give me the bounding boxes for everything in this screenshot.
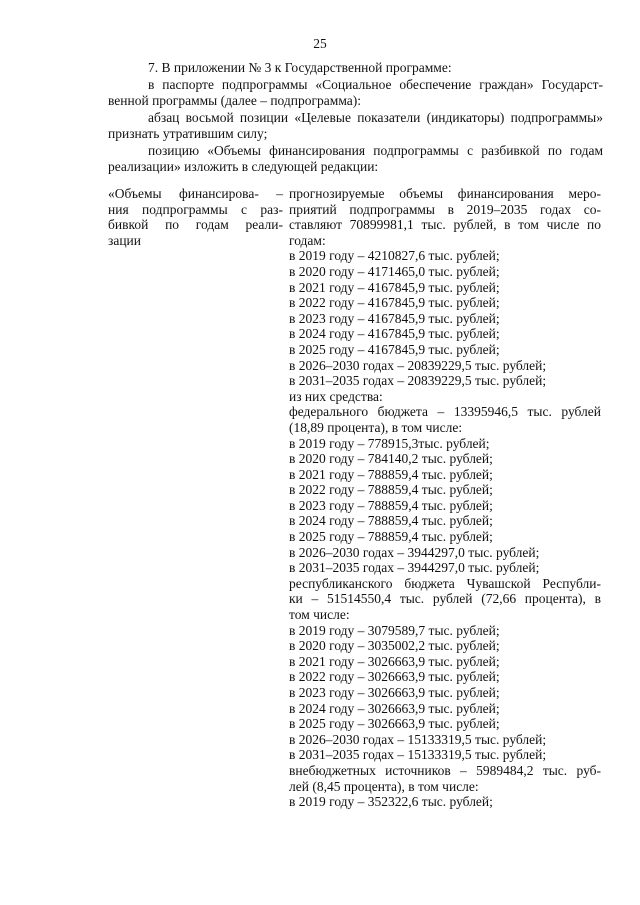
right-col-line: в 2026–2030 годах – 20839229,5 тыс. рублей; <box>289 357 547 373</box>
right-col-line: в 2020 году – 4171465,0 тыс. рублей; <box>289 263 500 279</box>
intro-line: венной программы (далее – подпрограмма): <box>108 93 362 108</box>
intro-paragraph <box>108 60 603 176</box>
right-col-line: том числе: <box>289 607 350 623</box>
right-col-line: в 2022 году – 4167845,9 тыс. рублей; <box>289 295 500 311</box>
right-col-line: лей (8,45 процента), в том числе: <box>289 778 479 794</box>
left-col-line: зации <box>108 232 141 248</box>
table-right-column <box>289 186 601 810</box>
right-col-line: в 2020 году – 3035002,2 тыс. рублей; <box>289 638 500 654</box>
right-col-line: в 2022 году – 3026663,9 тыс. рублей; <box>289 669 500 685</box>
intro-line: позицию «Объемы финансирования подпрограммы с разбивкой по годам <box>148 142 603 158</box>
right-col-line: в 2019 году – 778915,3тыс. рублей; <box>289 435 490 451</box>
right-col-line: в 2023 году – 788859,4 тыс. рублей; <box>289 497 493 513</box>
right-col-line: приятий подпрограммы в 2019–2035 годах со- <box>289 201 601 217</box>
right-col-line: в 2022 году – 788859,4 тыс. рублей; <box>289 482 493 498</box>
right-col-line: в 2023 году – 3026663,9 тыс. рублей; <box>289 685 500 700</box>
right-col-line: ки – 51514550,4 тыс. рублей (72,66 процента), в <box>289 591 601 607</box>
table-left-column <box>108 186 283 248</box>
right-col-line: в 2026–2030 годах – 15133319,5 тыс. рублей; <box>289 731 547 747</box>
right-col-line: в 2031–2035 годах – 15133319,5 тыс. рублей; <box>289 747 547 763</box>
right-col-line: в 2031–2035 годах – 20839229,5 тыс. рублей; <box>289 373 547 389</box>
right-col-line: в 2020 году – 784140,2 тыс. рублей; <box>289 451 493 467</box>
right-col-line: в 2023 году – 4167845,9 тыс. рублей; <box>289 310 500 326</box>
right-col-line: в 2026–2030 годах – 3944297,0 тыс. рублей; <box>289 544 540 560</box>
right-col-line: внебюджетных источников – 5989484,2 тыс. руб- <box>289 762 601 778</box>
left-col-line: ния подпрограммы с раз- <box>108 201 283 217</box>
right-col-line: в 2019 году – 3079589,7 тыс. рублей; <box>289 622 500 638</box>
right-col-line: республиканского бюджета Чувашской Республи- <box>289 575 601 591</box>
intro-line: признать утратившим силу; <box>108 126 268 141</box>
left-col-line: бивкой по годам реали- <box>108 217 283 233</box>
right-col-line: прогнозируемые объемы финансирования меро- <box>289 186 601 201</box>
right-col-line: из них средства: <box>289 388 383 404</box>
right-col-line: ставляют 70899981,1 тыс. рублей, в том числе по <box>289 217 601 233</box>
right-col-line: в 2031–2035 годах – 3944297,0 тыс. рублей; <box>289 560 540 576</box>
right-col-line: в 2024 году – 788859,4 тыс. рублей; <box>289 513 493 529</box>
right-col-line: в 2025 году – 3026663,9 тыс. рублей; <box>289 716 500 732</box>
right-col-line: годам: <box>289 232 326 248</box>
right-col-line: в 2019 году – 352322,6 тыс. рублей; <box>289 794 493 810</box>
intro-line: в паспорте подпрограммы «Социальное обеспечение граждан» Государст- <box>148 76 603 92</box>
left-col-line: «Объемы финансирова- – <box>108 186 283 201</box>
right-col-line: в 2021 году – 4167845,9 тыс. рублей; <box>289 279 500 295</box>
right-col-line: в 2021 году – 3026663,9 тыс. рублей; <box>289 653 500 669</box>
intro-line: 7. В приложении № 3 к Государственной программе: <box>148 60 452 75</box>
right-col-line: (18,89 процента), в том числе: <box>289 419 463 435</box>
page-number: 25 <box>313 36 327 51</box>
right-col-line: в 2025 году – 4167845,9 тыс. рублей; <box>289 341 500 357</box>
right-col-line: в 2024 году – 3026663,9 тыс. рублей; <box>289 700 500 716</box>
right-col-line: в 2021 году – 788859,4 тыс. рублей; <box>289 466 493 482</box>
intro-line: абзац восьмой позиции «Целевые показатели (индикаторы) подпрограммы» <box>148 109 603 125</box>
right-col-line: в 2024 году – 4167845,9 тыс. рублей; <box>289 326 500 342</box>
right-col-line: в 2025 году – 788859,4 тыс. рублей; <box>289 529 493 545</box>
intro-line: реализации» изложить в следующей редакции: <box>108 159 379 174</box>
right-col-line: в 2019 году – 4210827,6 тыс. рублей; <box>289 248 500 264</box>
right-col-line: федерального бюджета – 13395946,5 тыс. рублей <box>289 404 601 420</box>
